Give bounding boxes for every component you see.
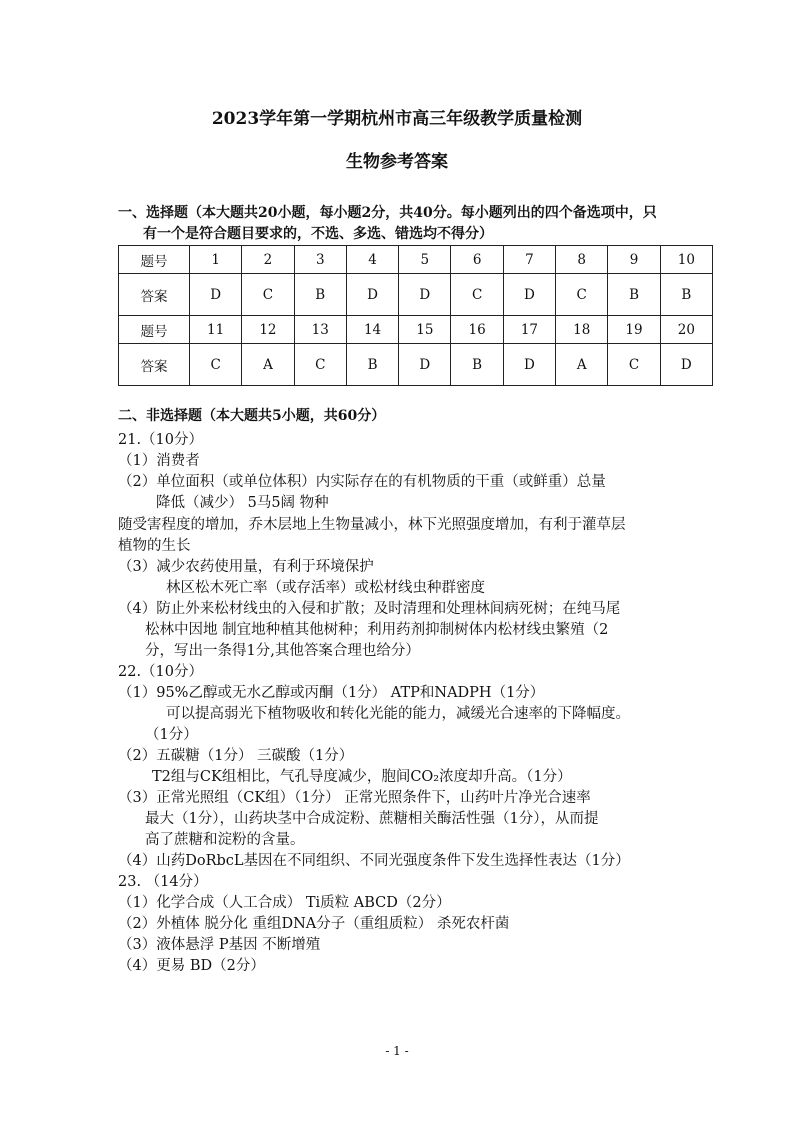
table-cell: C [556, 274, 608, 316]
table-cell: 16 [451, 316, 503, 344]
answer-line: 松林中因地 制宜地种植其他树种；利用药剂抑制树体内松材线虫繁殖（2 [145, 622, 609, 638]
table-cell: D [660, 344, 712, 386]
table-row [119, 246, 713, 274]
answer-line: （3）减少农药使用量，有利于环境保护 [118, 559, 374, 575]
table-cell: D [503, 274, 555, 316]
table-cell: C [294, 344, 346, 386]
section2-heading: 二、非选择题（本大题共5小题，共60分） [118, 408, 386, 424]
table-cell: C [242, 274, 294, 316]
table-cell: 13 [294, 316, 346, 344]
table-cell: 17 [503, 316, 555, 344]
table-cell: 1 [190, 246, 242, 274]
answer-line: 高了蔗糖和淀粉的含量。 [145, 832, 305, 848]
table-row [119, 274, 713, 316]
table-cell: 12 [242, 316, 294, 344]
table-cell: A [556, 344, 608, 386]
answer-line: （1）95%乙醇或无水乙醇或丙酮（1分） ATP和NADPH（1分） [118, 685, 545, 701]
table-cell: 11 [190, 316, 242, 344]
answer-line: （3）正常光照组（CK组）（1分） 正常光照条件下，山药叶片净光合速率 [118, 790, 591, 806]
answer-line: （2）单位面积（或单位体积）内实际存在的有机物质的干重（或鲜重）总量 [118, 474, 606, 490]
answer-line: 分，写出一条得1分,其他答案合理也给分） [145, 643, 420, 659]
answer-line: 降低（减少） 5马5阔 物种 [156, 495, 329, 511]
q22-header: 22.（10分） [118, 664, 204, 680]
label-answer: 答案 [119, 274, 190, 316]
table-cell: 7 [503, 246, 555, 274]
table-cell: B [451, 344, 503, 386]
table-cell: 2 [242, 246, 294, 274]
page-subtitle: 生物参考答案 [346, 152, 448, 172]
answer-line: 林区松木死亡率（或存活率）或松材线虫种群密度 [166, 580, 485, 596]
table-cell: B [346, 344, 398, 386]
table-cell: D [399, 274, 451, 316]
page-number: - 1 - [385, 1044, 409, 1058]
answer-line: （4）更易 BD（2分） [118, 958, 265, 974]
answer-line: （1分） [145, 727, 198, 743]
answer-line: （2）外植体 脱分化 重组DNA分子（重组质粒） 杀死农杆菌 [118, 916, 510, 932]
label-answer: 答案 [119, 344, 190, 386]
table-cell: 3 [294, 246, 346, 274]
q21-header: 21.（10分） [118, 432, 204, 448]
section1-heading-line2: 有一个是符合题目要求的，不选、多选、错选均不得分） [143, 226, 493, 242]
label-question: 题号 [119, 246, 190, 274]
table-cell: A [242, 344, 294, 386]
page-title: 2023学年第一学期杭州市高三年级教学质量检测 [211, 109, 583, 129]
answer-line: T2组与CK组相比，气孔导度减少，胞间CO₂浓度却升高。（1分） [152, 769, 572, 785]
table-cell: D [399, 344, 451, 386]
table-cell: 6 [451, 246, 503, 274]
answer-line: （2）五碳糖（1分） 三碳酸（1分） [118, 748, 354, 764]
table-cell: C [451, 274, 503, 316]
table-row [119, 316, 713, 344]
answer-line: （3）液体悬浮 P基因 不断增殖 [118, 937, 321, 953]
label-question: 题号 [119, 316, 190, 344]
table-cell: 19 [608, 316, 660, 344]
table-row [119, 344, 713, 386]
answer-line: 最大（1分），山药块茎中合成淀粉、蔗糖相关酶活性强（1分），从而提 [145, 811, 599, 827]
table-cell: 9 [608, 246, 660, 274]
table-cell: C [190, 344, 242, 386]
table-cell: C [608, 344, 660, 386]
table-cell: 4 [346, 246, 398, 274]
answer-line: （1）消费者 [118, 453, 200, 469]
answer-line: （1）化学合成（人工合成） Ti质粒 ABCD（2分） [118, 895, 451, 911]
answer-line: （4）防止外来松材线虫的入侵和扩散；及时清理和处理林间病死树；在纯马尾 [118, 601, 621, 617]
q23-header: 23. （14分） [118, 874, 208, 890]
table-cell: 14 [346, 316, 398, 344]
table-cell: B [608, 274, 660, 316]
table-cell: 15 [399, 316, 451, 344]
answer-line: 可以提高弱光下植物吸收和转化光能的能力，减缓光合速率的下降幅度。 [166, 706, 630, 722]
table-cell: 10 [660, 246, 712, 274]
table-cell: B [294, 274, 346, 316]
table-cell: D [346, 274, 398, 316]
answer-line: 植物的生长 [118, 538, 191, 554]
answer-line: 随受害程度的增加，乔木层地上生物量减小，林下光照强度增加，有利于灌草层 [118, 517, 626, 533]
table-cell: 8 [556, 246, 608, 274]
table-cell: 18 [556, 316, 608, 344]
table-cell: D [190, 274, 242, 316]
table-cell: D [503, 344, 555, 386]
answer-table [118, 245, 713, 386]
answer-line: （4）山药DoRbcL基因在不同组织、不同光强度条件下发生选择性表达（1分） [118, 853, 630, 869]
section1-heading-line1: 一、选择题（本大题共20小题，每小题2分，共40分。每小题列出的四个备选项中，只 [118, 205, 657, 221]
table-cell: 5 [399, 246, 451, 274]
table-cell: B [660, 274, 712, 316]
table-cell: 20 [660, 316, 712, 344]
